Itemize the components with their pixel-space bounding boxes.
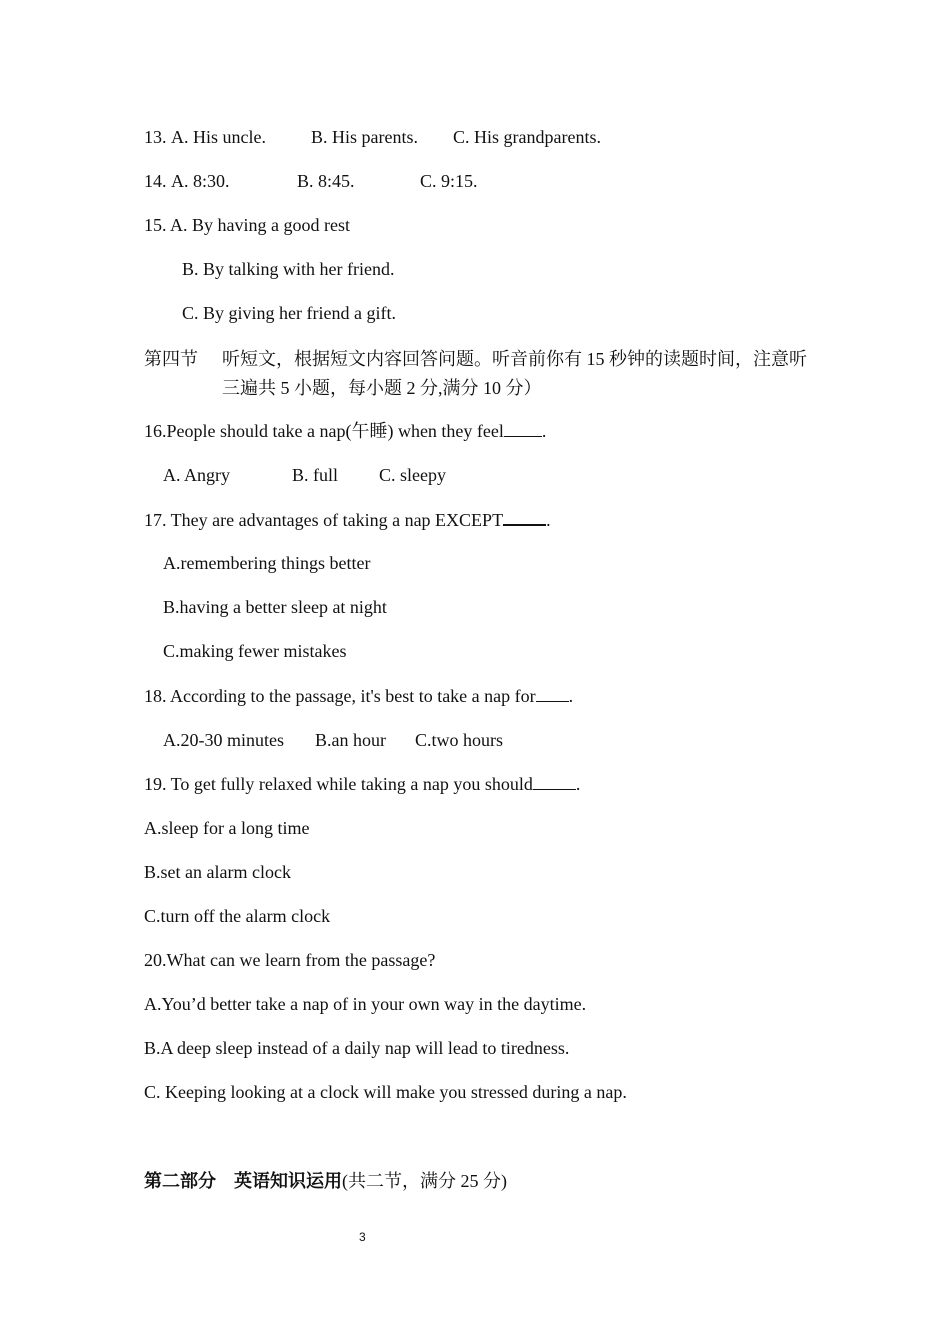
- option-c: C. sleepy: [379, 465, 446, 485]
- option-c: C.two hours: [415, 730, 504, 750]
- question-stem: 18. According to the passage, it's best to take a nap for: [144, 686, 536, 706]
- question-20-stem: 20.What can we learn from the passage?: [144, 950, 436, 970]
- question-16-options: [163, 464, 446, 486]
- question-20-option-c: C. Keeping looking at a clock will make you stressed during a nap.: [144, 1082, 627, 1102]
- question-20-option-b: B.A deep sleep instead of a daily nap will lead to tiredness.: [144, 1038, 570, 1058]
- option-b: B. His parents.: [311, 127, 418, 147]
- question-19-option-b: B.set an alarm clock: [144, 862, 291, 882]
- question-17-option-a: A.remembering things better: [163, 553, 371, 573]
- question-stem: 16.People should take a nap(午睡) when they feel: [144, 421, 504, 441]
- question-18-options: [163, 729, 504, 751]
- question-19: [144, 773, 580, 795]
- question-19-option-a: A.sleep for a long time: [144, 818, 310, 838]
- option-b: B. 8:45.: [297, 171, 355, 191]
- question-20-option-a: A.You’d better take a nap of in your own way in the daytime.: [144, 994, 587, 1014]
- section-4-text: 听短文，根据短文内容回答问题。听音前你有 15 秒钟的读题时间，注意听三遍共 5 小题，每小题 2 分,满分 10 分）: [222, 349, 807, 398]
- question-17-option-b: B.having a better sleep at night: [163, 597, 387, 617]
- period: .: [575, 774, 581, 794]
- option-a: A. Angry: [163, 465, 230, 485]
- question-stem: 17. They are advantages of taking a nap EXCEPT: [144, 510, 504, 530]
- option-c: C. 9:15.: [420, 171, 478, 191]
- section-4-instructions: [144, 345, 824, 403]
- option-b: B. full: [292, 465, 339, 485]
- option-a: A. His uncle.: [171, 127, 266, 147]
- answer-blank: [536, 685, 569, 702]
- option-a: A. 8:30.: [171, 171, 230, 191]
- option-b: B.an hour: [315, 730, 386, 750]
- question-17: [144, 508, 551, 531]
- question-17-option-c: C.making fewer mistakes: [163, 641, 347, 661]
- answer-blank: [533, 773, 576, 790]
- question-18: [144, 685, 573, 707]
- part-2-detail: (共二节，满分 25 分): [342, 1171, 507, 1191]
- answer-blank: [504, 420, 542, 437]
- option-a: A.20-30 minutes: [163, 730, 284, 750]
- question-15-option-c: C. By giving her friend a gift.: [182, 303, 396, 323]
- option-c: C. His grandparents.: [453, 127, 601, 147]
- period: .: [541, 421, 547, 441]
- part-2-title: 第二部分 英语知识运用: [144, 1171, 342, 1191]
- question-stem: 19. To get fully relaxed while taking a nap you should: [144, 774, 533, 794]
- section-4-label: 第四节: [144, 349, 198, 369]
- question-19-option-c: C.turn off the alarm clock: [144, 906, 331, 926]
- question-15-stem: 15. A. By having a good rest: [144, 215, 350, 235]
- question-16: [144, 420, 546, 442]
- question-15-option-b: B. By talking with her friend.: [182, 259, 395, 279]
- part-2-heading: [144, 1170, 507, 1192]
- question-14: [144, 170, 478, 192]
- question-number: 14.: [144, 171, 171, 191]
- question-number: 13.: [144, 127, 171, 147]
- question-13: [144, 126, 601, 148]
- period: .: [546, 510, 551, 530]
- page-number: 3: [359, 1230, 366, 1244]
- answer-blank: [503, 508, 546, 526]
- period: .: [568, 686, 574, 706]
